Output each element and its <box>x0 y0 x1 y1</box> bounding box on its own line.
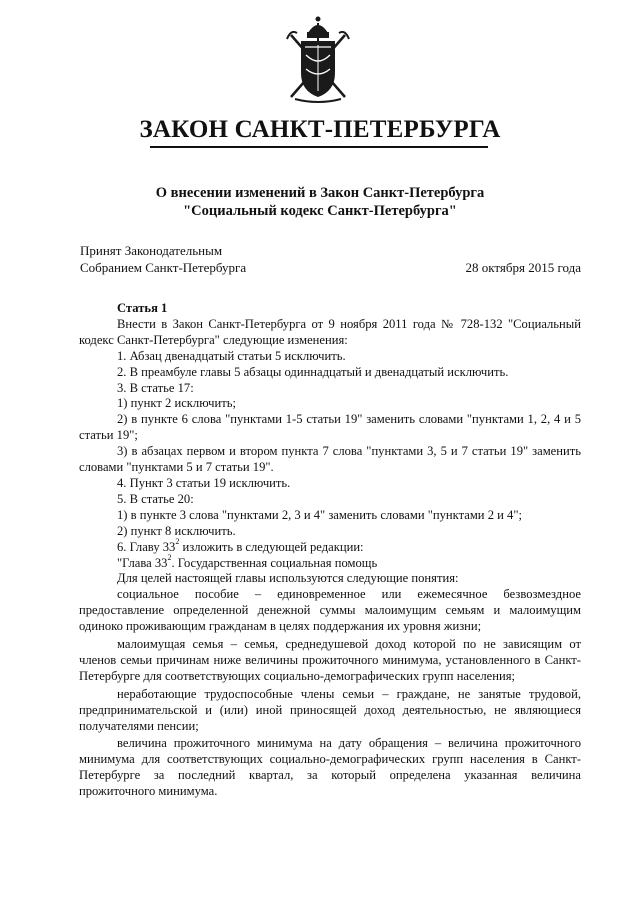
list-item-text: изложить в следующей редакции: <box>179 539 364 554</box>
list-item: 3) в абзацах первом и втором пункта 7 слова "пунктами 3, 5 и 7 статьи 19" заменить <box>117 444 581 459</box>
list-item: 3. В статье 17: <box>117 380 194 395</box>
subtitle-line: "Социальный кодекс Санкт-Петербурга" <box>183 203 457 219</box>
definition-line: одиноко проживающим гражданам в целях поддержания их уровня жизни; <box>79 619 482 634</box>
chapter-heading <box>79 553 581 572</box>
list-item: 2. В преамбуле главы 5 абзацы одиннадцатый и двенадцатый исключить. <box>117 364 509 379</box>
superscript: 2 <box>167 553 172 563</box>
definition-line: предоставление определенной денежной суммы малоимущим семьям и малоимущим <box>79 603 581 618</box>
definition-line: предпринимательской и (или) иной приносящей доход деятельностью, не являющиеся <box>79 702 581 717</box>
definition-line: членов семьи причинам ниже величины прожиточного минимума, установленного в Санкт- <box>79 652 581 667</box>
list-item-continued: словами "пунктами 5 и 7 статьи 19". <box>79 460 274 475</box>
list-item: 4. Пункт 3 статьи 19 исключить. <box>117 475 291 490</box>
title-underline <box>150 146 488 148</box>
paragraph-line: Внести в Закон Санкт-Петербурга от 9 ноября 2011 года № 728-132 "Социальный <box>117 316 581 331</box>
chapter-text: "Глава 33 <box>117 555 168 570</box>
definition-line: неработающие трудоспособные члены семьи – граждане, не занятые трудовой, <box>117 686 581 701</box>
list-item: 1. Абзац двенадцатый статьи 5 исключить. <box>117 348 346 363</box>
list-item-text: 6. Главу 33 <box>117 539 176 554</box>
article-body <box>79 301 581 800</box>
paragraph-line: Для целей настоящей главы используются следующие понятия: <box>117 571 459 586</box>
definition-line: Петербурге для соответствующих социально-демографических групп населения; <box>79 668 516 683</box>
adoption-line: Принят Законодательным <box>80 243 223 258</box>
definition-line: социальное пособие – единовременное или ежемесячное безвозмездное <box>117 587 581 602</box>
chapter-text: . Государственная социальная помощь <box>171 555 378 570</box>
list-item: 1) в пункте 3 слова "пунктами 2, 3 и 4" заменить словами "пунктами 2 и 4"; <box>117 507 522 522</box>
definition-line: минимума для соответствующих социально-демографических групп населения в Санкт- <box>79 752 581 767</box>
law-title: ЗАКОН САНКТ-ПЕТЕРБУРГА <box>139 116 501 143</box>
list-item: 2) в пункте 6 слова "пунктами 1-5 статьи 19" заменить словами "пунктами 1, 2, 4 и 5 <box>117 412 581 427</box>
definition-line: получателями пенсии; <box>79 718 199 733</box>
subtitle-line: О внесении изменений в Закон Санкт-Петербурга <box>155 185 485 201</box>
law-subtitle <box>0 184 640 220</box>
definition-line: Петербурге за последний квартал, за который определена указанная величина <box>79 768 581 783</box>
list-item: 1) пункт 2 исключить; <box>117 396 236 411</box>
list-item-continued: статьи 19"; <box>79 428 138 443</box>
coat-of-arms-emblem <box>285 15 351 103</box>
definition-line: величина прожиточного минимума на дату обращения – величина прожиточного <box>117 736 581 751</box>
superscript: 2 <box>175 537 180 547</box>
list-item: 5. В статье 20: <box>117 491 194 506</box>
paragraph-line: кодекс Санкт-Петербурга" следующие изменения: <box>79 332 348 347</box>
definition-line: малоимущая семья – семья, среднедушевой доход которой по не зависящим от <box>117 637 581 652</box>
list-item: 2) пункт 8 исключить. <box>117 523 236 538</box>
adoption-date: 28 октября 2015 года <box>465 260 581 275</box>
definition-line: прожиточного минимума. <box>79 784 218 799</box>
list-item <box>79 537 581 556</box>
adoption-block <box>80 242 246 276</box>
article-heading: Статья 1 <box>117 301 168 315</box>
adoption-line: Собранием Санкт-Петербурга <box>80 260 247 275</box>
